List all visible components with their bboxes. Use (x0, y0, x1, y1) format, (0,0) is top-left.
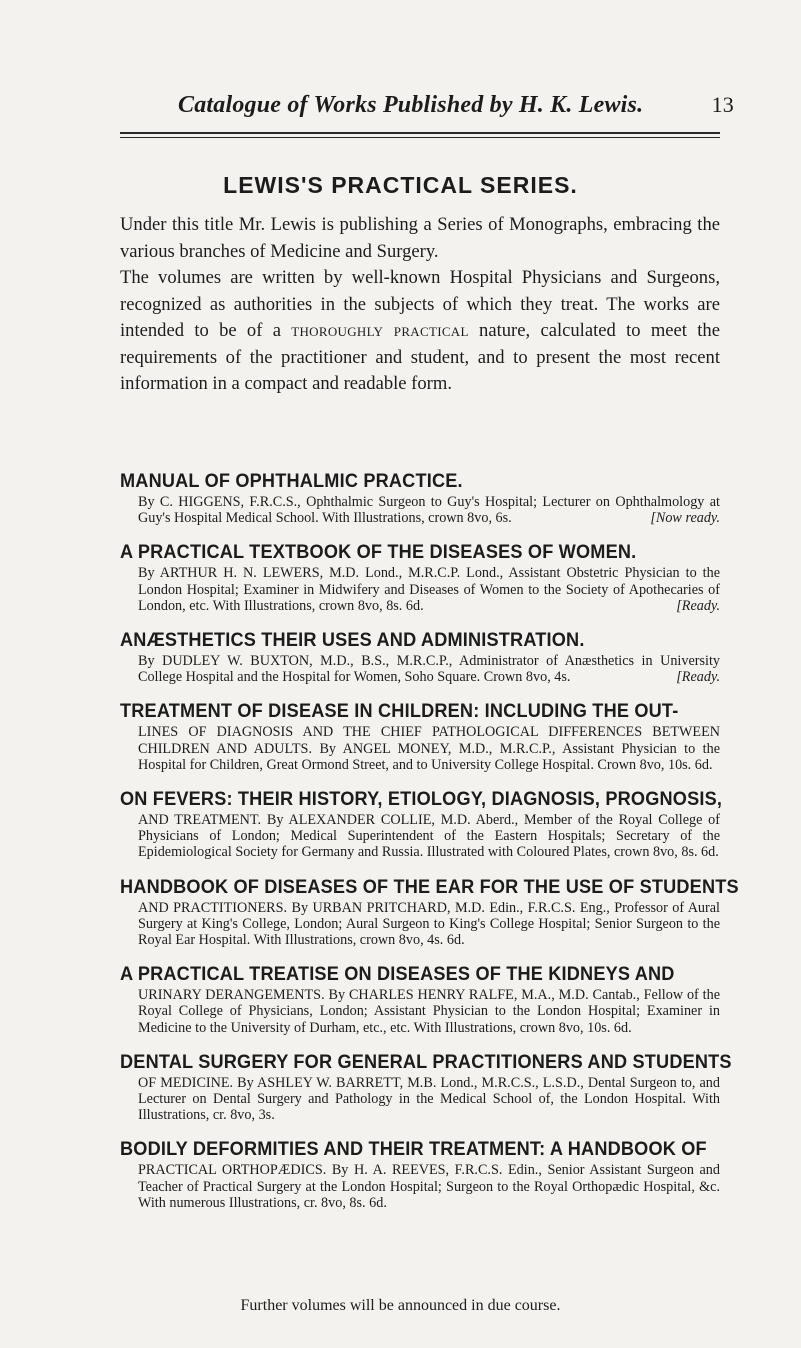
book-entry (120, 1050, 732, 1124)
running-title: Catalogue of Works Published by H. K. Lewis. (178, 92, 644, 118)
book-entry (120, 788, 723, 861)
book-desc-text: By DUDLEY W. BUXTON, M.D., B.S., M.R.C.P., Administrator of Anæsthetics in University College Hospital and the Hospital for Women, Soho Square. Crown 8vo, 4s. (138, 653, 720, 686)
intro-paragraph-1: Under this title Mr. Lewis is publishing a Series of Monographs, embracing the various branches of Medicine and Surgery. (120, 214, 720, 262)
header-rule-thin (120, 137, 720, 138)
book-title: ANÆSTHETICS THEIR USES AND ADMINISTRATION. (120, 629, 585, 652)
intro-text-b: nature, calculated to meet the requirements of the practitioner and student, and to present the most recent information in a compact and readable form. (120, 320, 720, 394)
book-title: TREATMENT OF DISEASE IN CHILDREN: INCLUDING THE OUT- (120, 700, 679, 723)
book-entry (120, 700, 720, 773)
book-desc-text: By ARTHUR H. N. LEWERS, M.D. Lond., M.R.C.P. Lond., Assistant Obstetric Physician to the London Hospital; Examiner in Midwifery and Diseases of Women to the Society of Apothecaries of London, etc. With Illustrations, crown 8vo, 8s. 6d. (138, 565, 720, 614)
intro-paragraph-2 (120, 265, 720, 398)
book-entry (120, 1138, 720, 1211)
book-title: A PRACTICAL TEXTBOOK OF THE DISEASES OF WOMEN. (120, 541, 637, 564)
book-entry (120, 875, 739, 949)
book-description (138, 653, 720, 685)
book-description: URINARY DERANGEMENTS. By CHARLES HENRY RALFE, M.A., M.D. Cantab., Fellow of the Royal College of Physicians, London; Assistant Physician to the London Hospital; Examiner in Medicine to the University of Durham, etc., etc. With Illustrations, crown 8vo, 10s. 6d. (138, 987, 720, 1036)
book-description: PRACTICAL ORTHOPÆDICS. By H. A. REEVES, F.R.C.S. Edin., Senior Assistant Surgeon and Teacher of Practical Surgery at the London Hospital; Surgeon to the Royal Orthopædic Hospital, &c. With numerous Illustrations, cr. 8vo, 8s. 6d. (138, 1162, 720, 1211)
intro-emphasis: thoroughly practical (291, 320, 469, 341)
book-title: DENTAL SURGERY FOR GENERAL PRACTITIONERS AND STUDENTS (120, 1050, 732, 1073)
book-entry (120, 470, 720, 526)
book-status: [Ready. (676, 597, 720, 614)
book-description: OF MEDICINE. By ASHLEY W. BARRETT, M.B. Lond., M.R.C.S., L.S.D., Dental Surgeon to, and Lecturer on Dental Surgery and Pathology in the Medical School of, the London Hospital. With Illustrations, cr. 8vo, 3s. (138, 1074, 720, 1124)
book-description: AND PRACTITIONERS. By URBAN PRITCHARD, M.D. Edin., F.R.C.S. Eng., Professor of Aural Surgery at King's College, London; Aural Surgeon to King's College Hospital; Senior Surgeon to the Royal Ear Hospital. With Illustrations, crown 8vo, 4s. 6d. (138, 899, 720, 949)
book-status: [Ready. (676, 669, 720, 686)
book-entries (120, 470, 739, 1226)
book-title: BODILY DEFORMITIES AND THEIR TREATMENT: A HANDBOOK OF (120, 1138, 707, 1161)
book-description (138, 565, 720, 614)
book-status: [Now ready. (650, 510, 720, 527)
book-description (138, 494, 720, 526)
book-entry (120, 541, 720, 614)
book-title: MANUAL OF OPHTHALMIC PRACTICE. (120, 470, 463, 492)
book-description: LINES OF DIAGNOSIS AND THE CHIEF PATHOLOGICAL DIFFERENCES BETWEEN CHILDREN AND ADULTS. By ANGEL MONEY, M.D., M.R.C.P., Assistant Physician to the Hospital for Children, Great Ormond Street, and to University College Hospital. Crown 8vo, 10s. 6d. (138, 724, 720, 773)
page-number: 13 (711, 92, 734, 117)
book-title: ON FEVERS: THEIR HISTORY, ETIOLOGY, DIAGNOSIS, PROGNOSIS, (120, 788, 723, 811)
header-rule-thick (120, 132, 720, 134)
book-desc-text: By C. HIGGENS, F.R.C.S., Ophthalmic Surgeon to Guy's Hospital; Lecturer on Ophthalmology at Guy's Hospital Medical School. With Illustrations, crown 8vo, 6s. (138, 494, 720, 527)
closing-note: Further volumes will be announced in due course. (240, 1297, 561, 1314)
book-title: HANDBOOK OF DISEASES OF THE EAR FOR THE USE OF STUDENTS (120, 875, 739, 898)
book-entry (120, 963, 720, 1036)
series-title: LEWIS'S PRACTICAL SERIES. (223, 172, 578, 198)
book-title: A PRACTICAL TREATISE ON DISEASES OF THE KIDNEYS AND (120, 963, 675, 986)
book-description: AND TREATMENT. By ALEXANDER COLLIE, M.D. Aberd., Member of the Royal College of Physicians of London; Medical Superintendent of the Eastern Hospitals; Secretary of the Epidemiological Society for Germany and Russia. Illustrated with Coloured Plates, crown 8vo, 8s. 6d. (138, 812, 720, 861)
intro-text-a: The volumes are written by well-known Hospital Physicians and Surgeons, recognized as authorities in the subjects of which they treat. The works are intended to be of a (120, 267, 720, 341)
series-intro (120, 212, 720, 398)
book-entry (120, 629, 720, 685)
